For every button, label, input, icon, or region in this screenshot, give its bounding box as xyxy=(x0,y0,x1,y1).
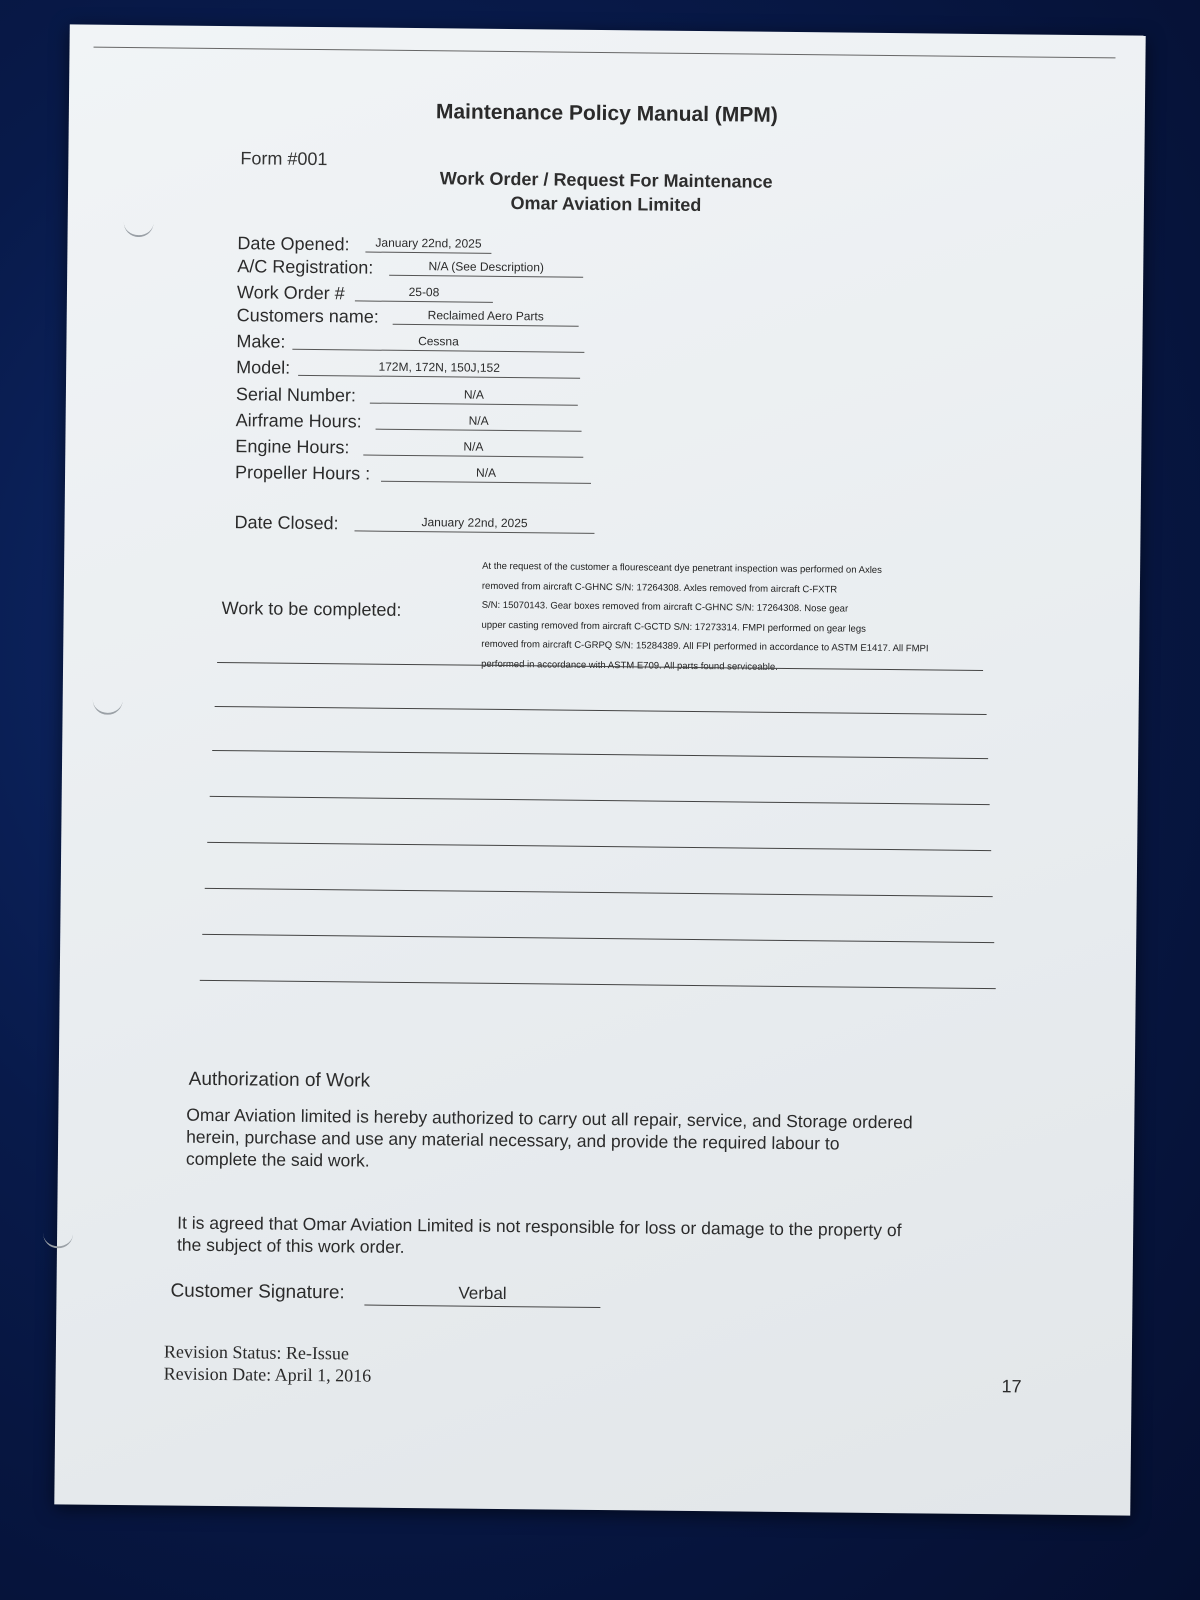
field-customers-name xyxy=(236,305,544,327)
work-description-line: upper casting removed from aircraft C-GCTD S/N: 17273314. FMPI performed on gear legs xyxy=(481,619,866,635)
signature-label: Customer Signature: xyxy=(170,1280,345,1304)
field-label: Date Closed: xyxy=(234,512,339,534)
field-value: N/A xyxy=(363,438,583,458)
revision-date: Revision Date: April 1, 2016 xyxy=(163,1363,372,1386)
field-propeller-hours xyxy=(234,462,497,484)
top-rule xyxy=(94,47,1116,59)
field-label: Propeller Hours : xyxy=(234,462,371,484)
subtitle-line-2: Omar Aviation Limited xyxy=(510,193,702,216)
field-label: Date Opened: xyxy=(237,233,350,255)
authorization-title: Authorization of Work xyxy=(188,1068,371,1092)
field-label: Engine Hours: xyxy=(235,436,350,458)
field-value: January 22nd, 2025 xyxy=(365,235,491,254)
field-value: 25-08 xyxy=(355,283,493,302)
field-value: Reclaimed Aero Parts xyxy=(393,307,579,327)
authorization-paragraph xyxy=(186,1104,913,1178)
field-serial-number xyxy=(235,384,484,406)
work-line xyxy=(210,796,990,805)
paragraph-line: complete the said work. xyxy=(185,1148,370,1171)
punch-hole-middle xyxy=(93,699,123,715)
field-value: N/A (See Description) xyxy=(389,258,583,278)
customer-signature xyxy=(170,1280,507,1305)
field-label: Customers name: xyxy=(236,305,379,327)
work-description-line: performed in accordance with ASTM E709. All parts found serviceable. xyxy=(481,658,778,673)
field-label: Airframe Hours: xyxy=(235,410,362,432)
paragraph-line: It is agreed that Omar Aviation Limited is not responsible for loss or damage to the property of xyxy=(177,1212,902,1241)
subtitle-line-1: Work Order / Request For Maintenance xyxy=(439,168,773,192)
work-line xyxy=(205,888,993,897)
field-model xyxy=(236,357,500,379)
field-value: N/A xyxy=(376,412,582,432)
paragraph-line: herein, purchase and use any material necessary, and provide the required labour to xyxy=(186,1126,840,1154)
field-work-order xyxy=(236,282,440,304)
work-line xyxy=(202,934,994,943)
document-subtitle xyxy=(68,162,1144,221)
document-page xyxy=(54,24,1145,1515)
field-value: N/A xyxy=(370,386,578,406)
page-number: 17 xyxy=(1001,1376,1022,1397)
field-date-opened xyxy=(237,233,482,255)
work-description-line: removed from aircraft C-GHNC S/N: 17264308. Axles removed from aircraft C-FXTR xyxy=(481,580,838,595)
work-to-be-completed-label: Work to be completed: xyxy=(221,598,402,620)
work-description-line: At the request of the customer a flouresceant dye penetrant inspection was performed on Axles xyxy=(482,560,882,576)
field-airframe-hours xyxy=(235,410,489,432)
work-line xyxy=(200,980,996,989)
field-value: N/A xyxy=(381,464,591,484)
punch-hole-bottom xyxy=(43,1232,73,1248)
work-description-line: removed from aircraft C-GRPQ S/N: 15284389. All FPI performed in accordance to ASTM E1417. All FMPI xyxy=(481,638,929,655)
liability-paragraph xyxy=(177,1212,902,1264)
field-value: January 22nd, 2025 xyxy=(354,513,594,534)
field-value: Cessna xyxy=(292,332,584,353)
work-description-line: S/N: 15070143. Gear boxes removed from aircraft C-GHNC S/N: 17264308. Nose gear xyxy=(481,599,849,615)
document-title: Maintenance Policy Manual (MPM) xyxy=(435,100,778,127)
punch-hole-top xyxy=(124,221,154,237)
work-line xyxy=(207,842,991,851)
work-line xyxy=(212,750,988,759)
field-label: Serial Number: xyxy=(235,384,357,406)
signature-value: Verbal xyxy=(364,1283,600,1308)
paragraph-line: Omar Aviation limited is hereby authorized to carry out all repair, service, and Storage ordered xyxy=(186,1104,913,1133)
field-date-closed xyxy=(234,512,528,534)
work-description xyxy=(481,557,982,679)
work-line xyxy=(215,706,987,715)
field-make xyxy=(236,331,459,353)
field-label: Model: xyxy=(236,357,291,378)
field-label: Work Order # xyxy=(236,282,345,304)
field-label: Make: xyxy=(236,331,286,352)
field-ac-registration xyxy=(237,256,545,278)
field-value: 172M, 172N, 150J,152 xyxy=(298,358,580,379)
revision-status: Revision Status: Re-Issue xyxy=(163,1341,349,1364)
form-number: Form #001 xyxy=(240,148,328,170)
field-engine-hours xyxy=(235,436,484,458)
paragraph-line: the subject of this work order. xyxy=(176,1234,405,1257)
field-label: A/C Registration: xyxy=(237,256,374,278)
